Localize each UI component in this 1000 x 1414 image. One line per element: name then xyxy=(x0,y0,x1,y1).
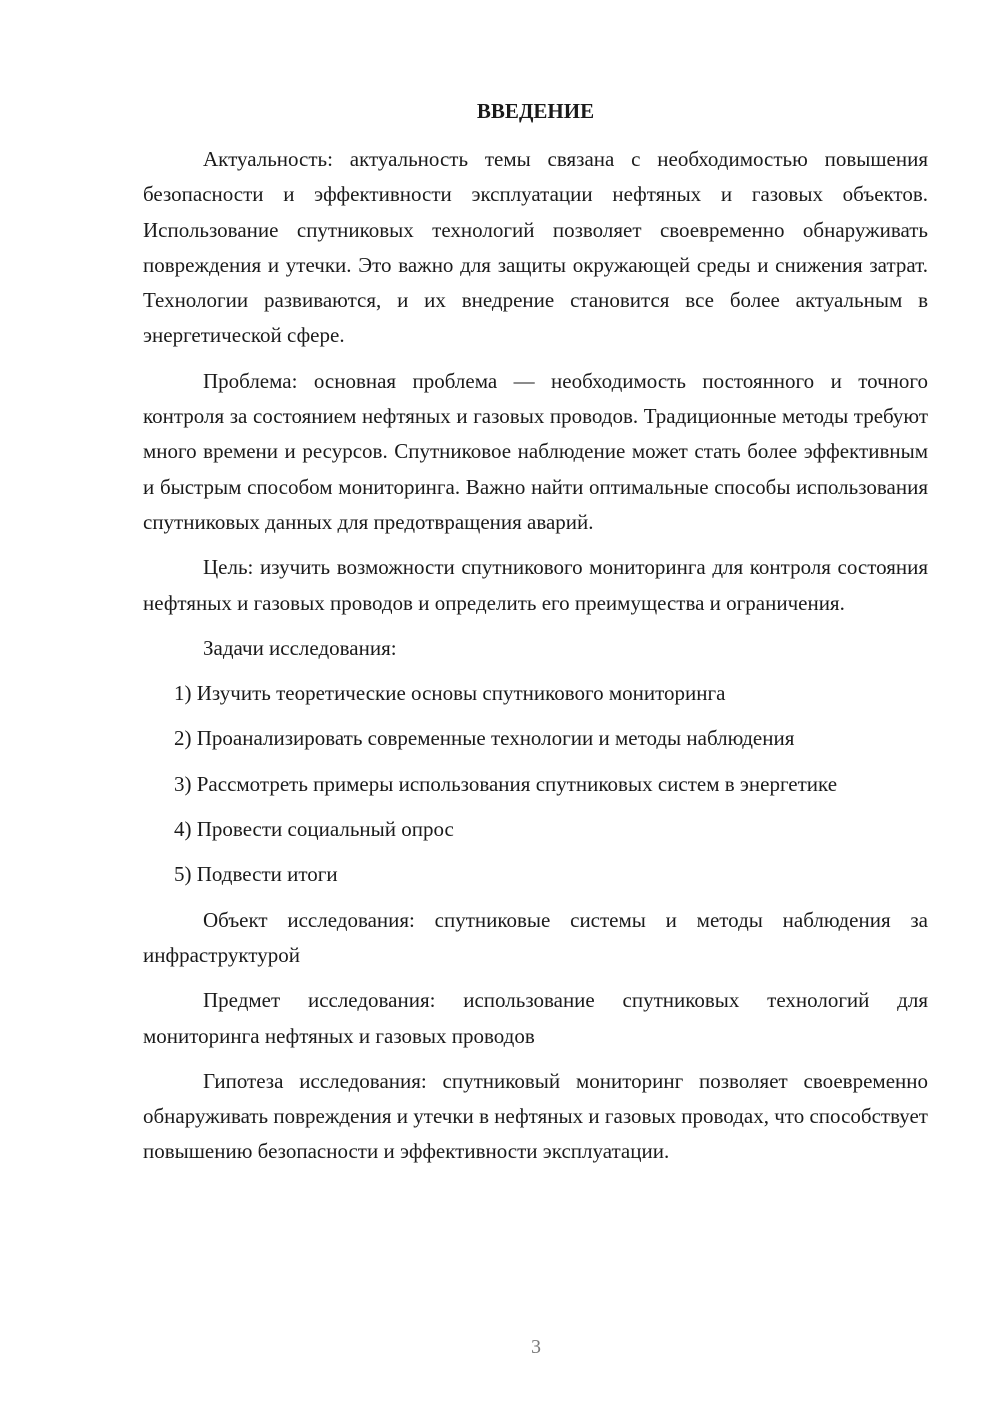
hypothesis-paragraph: Гипотеза исследования: спутниковый мониторинг позволяет своевременно обнаруживать повреждения и утечки в нефтяных и газовых проводах, что способствует повышению безопасности и эффективности эксплуатации. xyxy=(143,1068,928,1164)
page-number: 3 xyxy=(531,1336,541,1358)
problem-paragraph: Проблема: основная проблема — необходимость постоянного и точного контроля за состоянием нефтяных и газовых проводов. Традиционные методы требуют много времени и ресурсов. Спутниковое наблюдение может стать более эффективным и быстрым способом мониторинга. Важно найти оптимальные способы использования спутниковых данных для предотвращения аварий. xyxy=(143,368,928,534)
object-paragraph: Объект исследования: спутниковые системы и методы наблюдения за инфраструктурой xyxy=(143,907,928,967)
list-item: 4) Провести социальный опрос xyxy=(174,817,454,842)
subject-paragraph: Предмет исследования: использование спутниковых технологий для мониторинга нефтяных и газовых проводов xyxy=(143,988,928,1048)
document-title: ВВЕДЕНИЕ xyxy=(476,99,595,123)
relevance-paragraph: Актуальность: актуальность темы связана с необходимостью повышения безопасности и эффективности эксплуатации нефтяных и газовых объектов. Использование спутниковых технологий позволяет своевременно обнаруживать повреждения и утечки. Это важно для защиты окружающей среды и снижения затрат. Технологии развиваются, и их внедрение становится все более актуальным в энергетической сфере. xyxy=(143,147,928,348)
goal-paragraph: Цель: изучить возможности спутникового мониторинга для контроля состояния нефтяных и газовых проводов и определить его преимущества и ограничения. xyxy=(143,555,928,615)
list-item: 5) Подвести итоги xyxy=(174,862,338,887)
tasks-heading: Задачи исследования: xyxy=(203,635,397,660)
document-body xyxy=(143,142,928,1180)
list-item: 1) Изучить теоретические основы спутникового мониторинга xyxy=(174,681,726,706)
list-item: 2) Проанализировать современные технологии и методы наблюдения xyxy=(174,726,795,751)
list-item: 3) Рассмотреть примеры использования спутниковых систем в энергетике xyxy=(174,771,838,796)
tasks-list xyxy=(143,676,928,892)
